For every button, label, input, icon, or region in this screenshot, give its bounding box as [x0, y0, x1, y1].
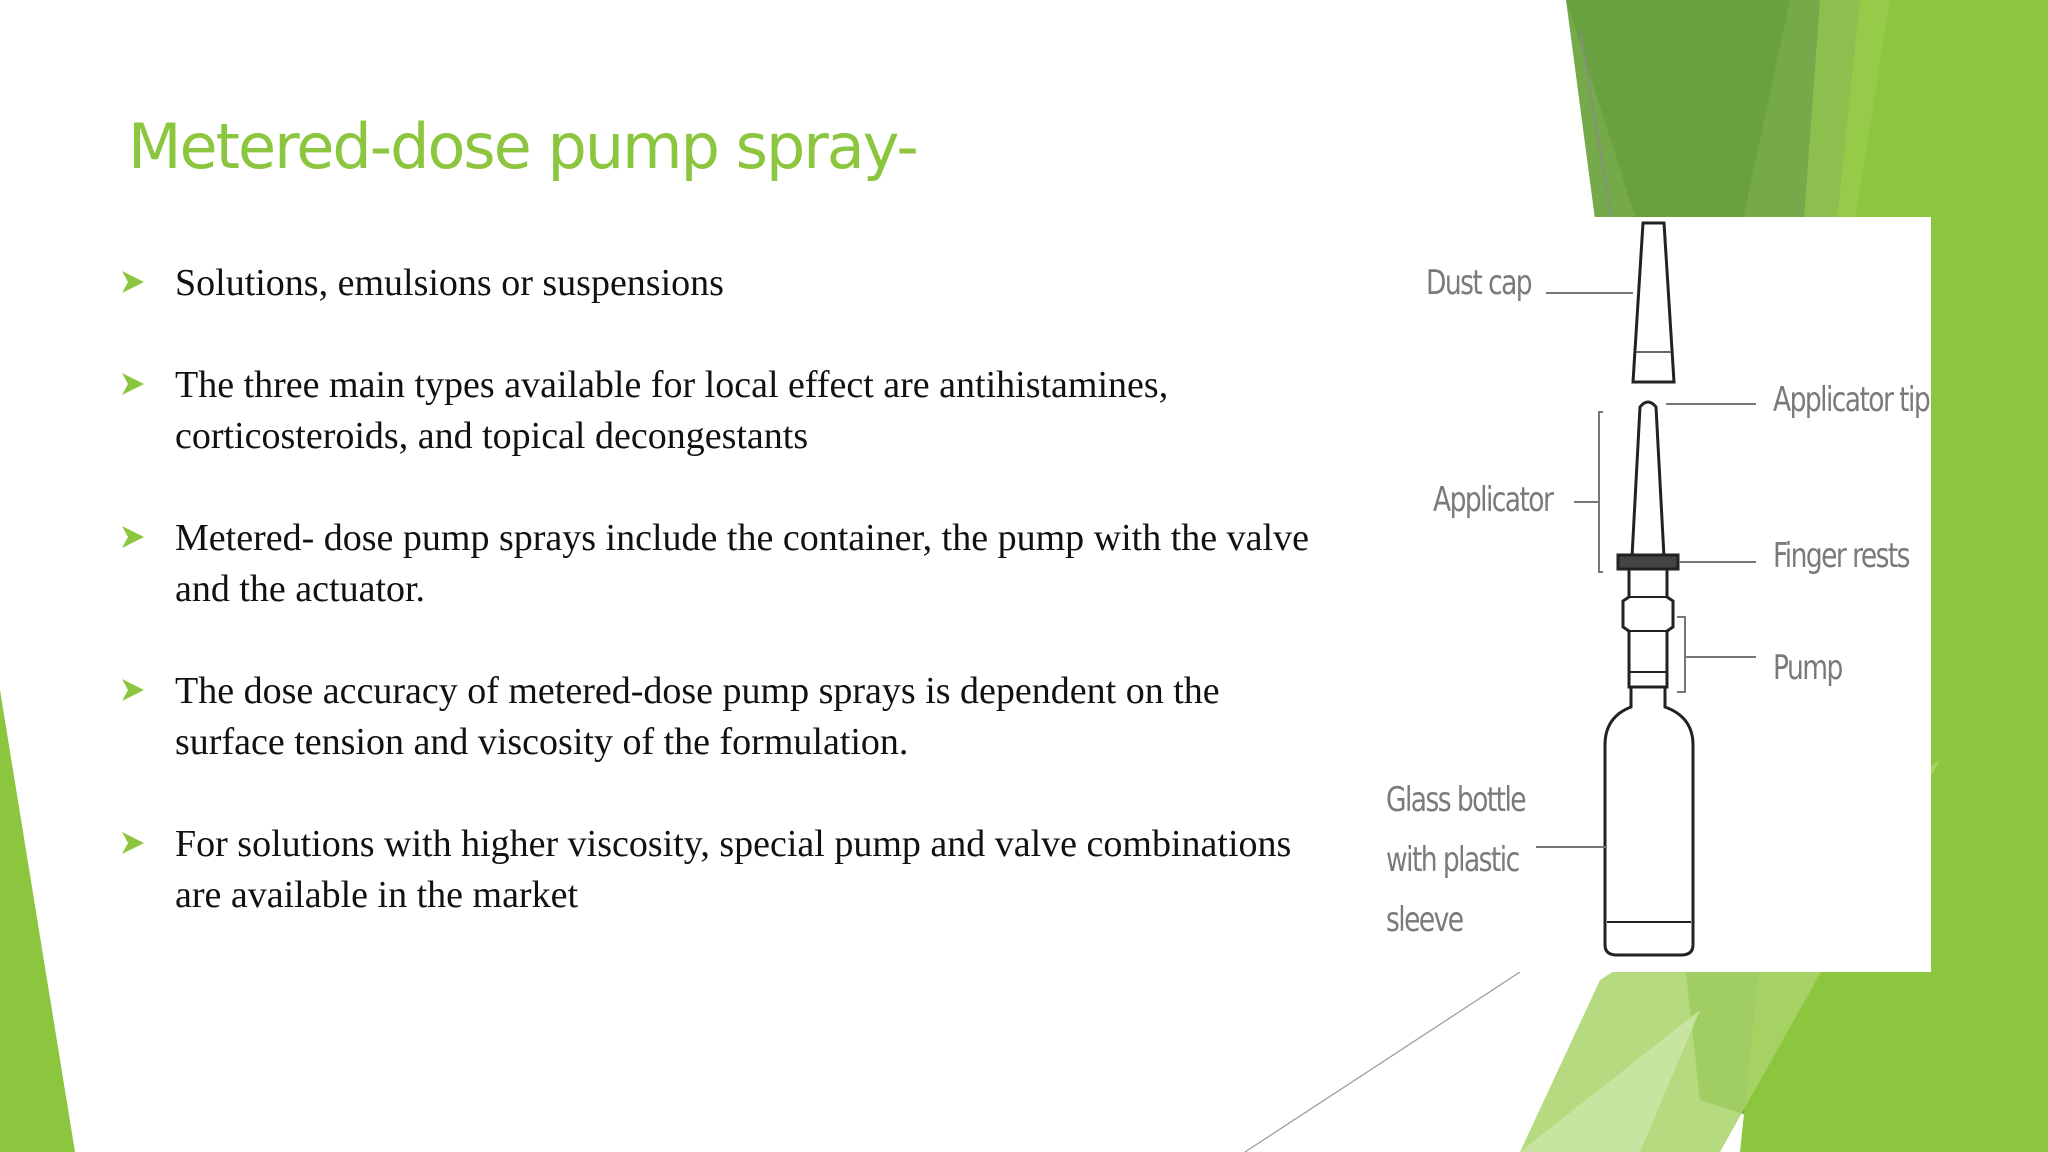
label-glass-bottle: Glass bottle — [1386, 780, 1526, 820]
bullet-item — [116, 666, 1316, 768]
label-dust-cap: Dust cap — [1426, 263, 1532, 303]
slide-title: Metered-dose pump spray- — [128, 110, 917, 183]
nasal-spray-diagram — [1381, 217, 1931, 972]
bullet-text: For solutions with higher viscosity, special pump and valve combinations are available in the market — [175, 823, 1292, 916]
label-pump: Pump — [1773, 648, 1842, 688]
label-applicator: Applicator — [1433, 480, 1553, 520]
label-applicator-tip: Applicator tip — [1773, 380, 1930, 420]
bullet-item — [116, 258, 1316, 309]
bullet-item — [116, 819, 1316, 921]
arrowhead-bullet-icon — [120, 677, 146, 703]
arrowhead-bullet-icon — [120, 269, 146, 295]
bullet-list — [116, 258, 1316, 972]
arrowhead-bullet-icon — [120, 830, 146, 856]
label-glass-bottle: with plastic — [1386, 840, 1519, 880]
bullet-text: Solutions, emulsions or suspensions — [175, 262, 724, 304]
arrowhead-bullet-icon — [120, 524, 146, 550]
bullet-text: The dose accuracy of metered-dose pump sprays is dependent on the surface tension and viscosity of the formulation. — [175, 670, 1220, 763]
bullet-text: The three main types available for local effect are antihistamines, corticosteroids, and topical decongestants — [175, 364, 1169, 457]
arrowhead-bullet-icon — [120, 371, 146, 397]
bullet-text: Metered- dose pump sprays include the container, the pump with the valve and the actuator. — [175, 517, 1309, 610]
bullet-item — [116, 360, 1316, 462]
label-glass-bottle: sleeve — [1386, 900, 1463, 940]
bullet-item — [116, 513, 1316, 615]
label-finger-rests: Finger rests — [1773, 536, 1909, 576]
